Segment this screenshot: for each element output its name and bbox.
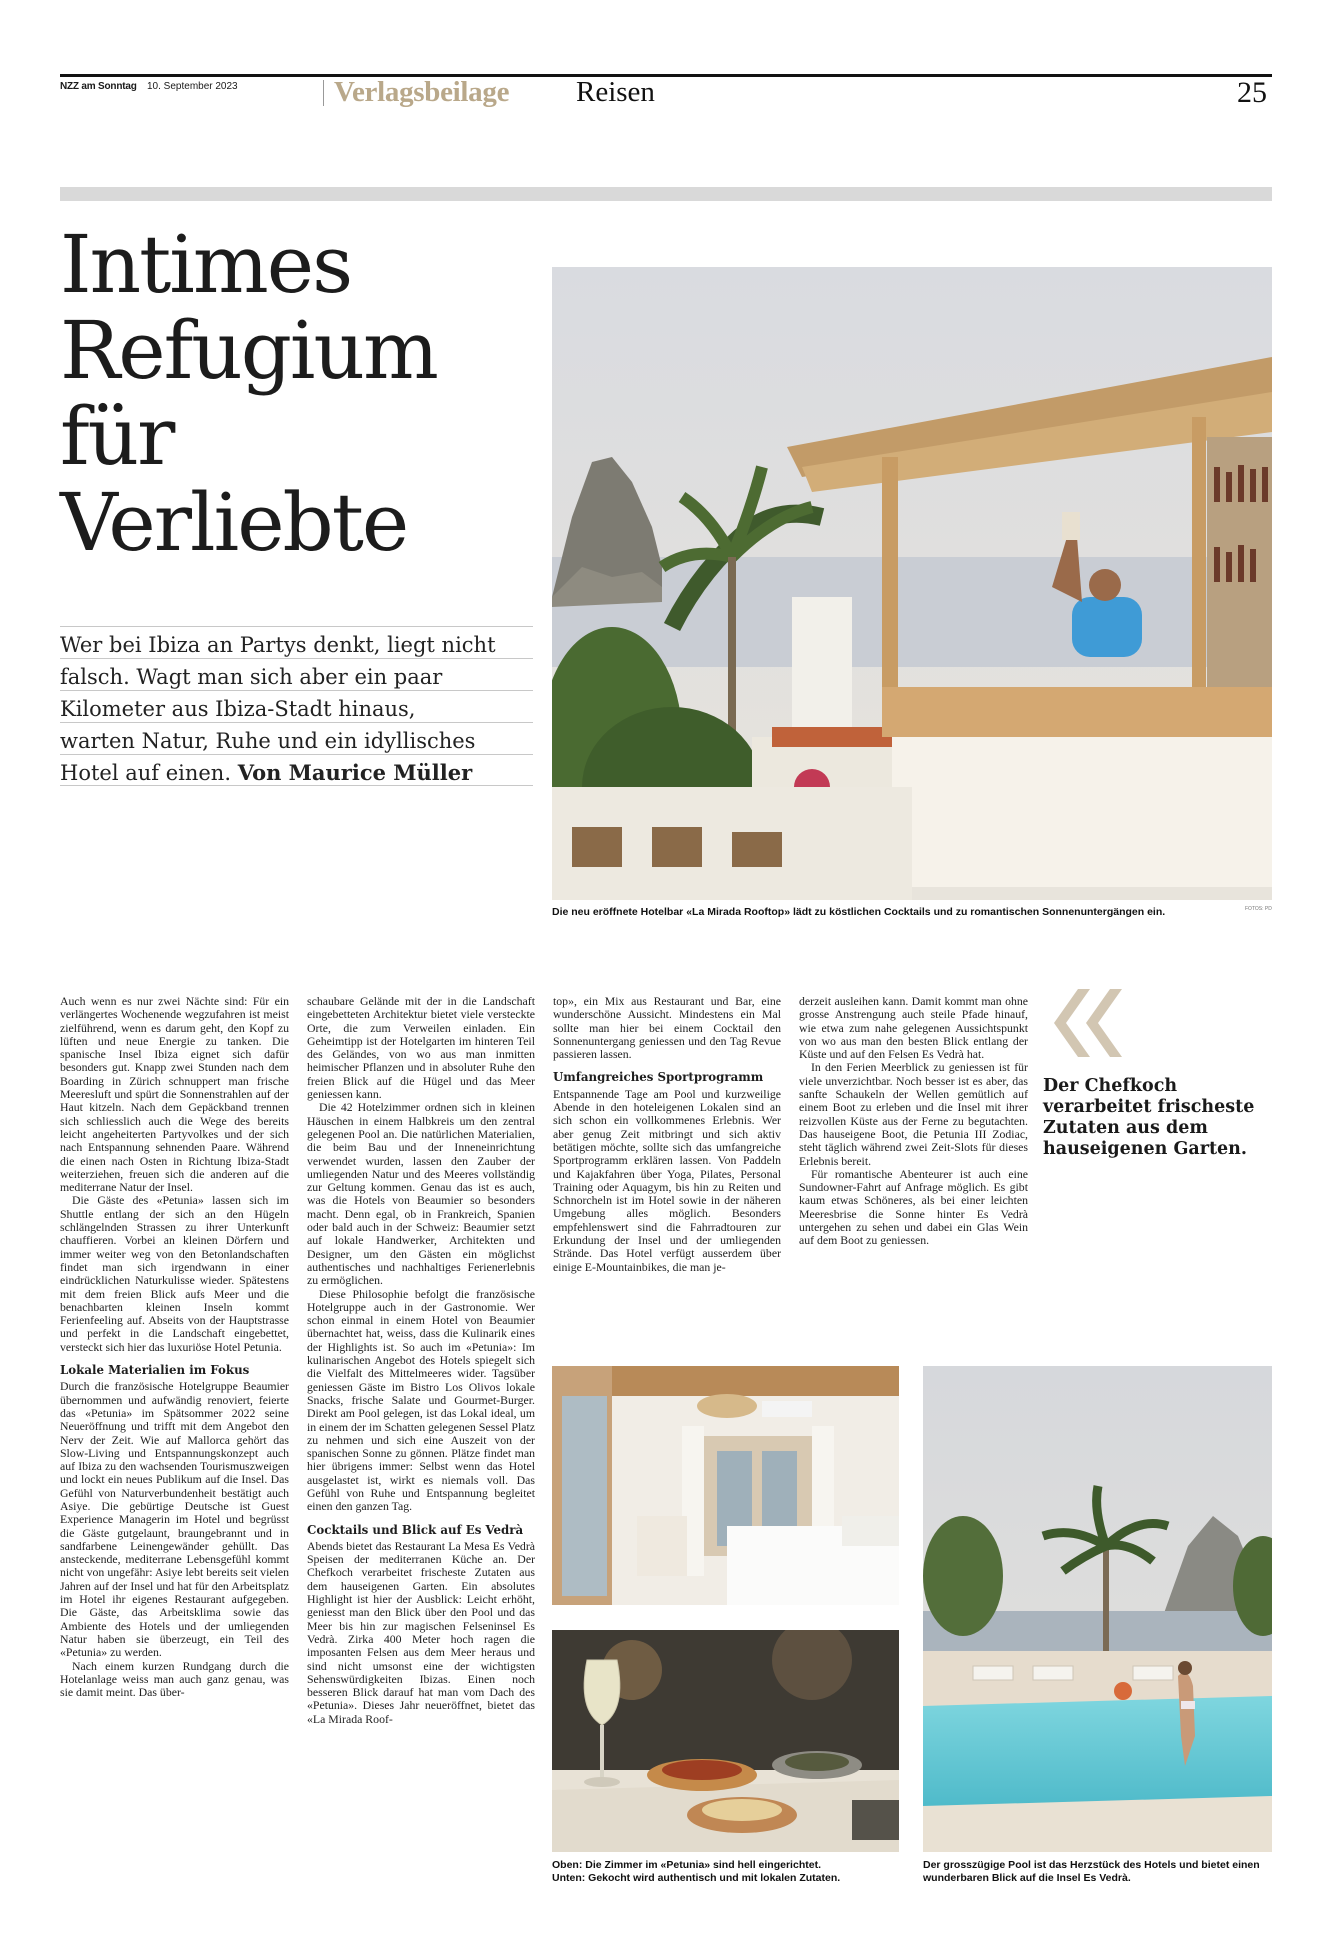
newspaper-name: NZZ am Sonntag xyxy=(60,81,137,92)
headline-line: für xyxy=(60,390,174,483)
article-column-2 xyxy=(307,995,535,1726)
paragraph: Nach einem kurzen Rundgang durch die Hotelanlage weiss man auch ganz genau, was sie damit meint. Das über- xyxy=(60,1658,289,1700)
pull-quote: Der Chefkoch verarbeitet frischeste Zutaten aus dem hauseigenen Garten. xyxy=(1043,1076,1255,1159)
section-supplement-label: Verlagsbeilage xyxy=(334,76,510,108)
paragraph: Durch die französische Hotelgruppe Beaumier übernommen und aufwändig renoviert, feierte das «Petunia» im Spätsommer 2022 seine Neueröffnung und trifft mit dem Angebot den Nerv der Zeit. Wie auf Mallorca gehört das Slow-Living und Entspannungskonzept auch auf Ibiza zu den wachsenden Tourismuszweigen und lockt ein neues Publikum auf die Insel. Das Gefühl von Naturverbundenheit bestätigt auch Asiye. Die gebürtige Deutsche ist Guest Experience Managerin im Hotel und begrüsst die Gäste gutgelaunt, braungebrannt und in sandfarbene Leinengewänder gehüllt. Das ansteckende, mediterrane Lebensgefühl kommt nicht von ungefähr: Asiye lebt bereits seit vielen Jahren auf der Insel und hat für den Arbeitsplatz im Hotel ihr eigenes Restaurant aufgegeben. Die Gäste, das Arbeitsklima sowie das Ambiente des Hotels und der umliegenden Natur haben sie überzeugt, ein Teil des «Petunia» zu werden. xyxy=(60,1379,289,1660)
paragraph: Auch wenn es nur zwei Nächte sind: Für ein verlängertes Wochenende wegzufahren ist meist zielführend, wenn es darum geht, den Kopf zu lüften und neue Energie zu tanken. Die spanische Insel Ibiza eignet sich dafür besonders gut. Knapp zwei Stunden nach dem Boarding in Zürich schnuppert man frische Meeresluft und spürt die Sonnenstrahlen auf der Haut kitzeln. Nach dem Gepäckband trennen sich schliesslich auch die Wege des bereits leicht angeheiterten Partyvolkes und der sich nach Entspannung sehnenden Paare. Während die einen nach Osten in Richtung Ibiza-Stadt weiterziehen, freuen sich die anderen auf die mediterrane Natur der Insel. xyxy=(60,994,289,1195)
paragraph: Für romantische Abenteurer ist auch eine Sundowner-Fahrt auf Anfrage möglich. Es gibt kaum etwas Schöneres, als bei einer leichten Meeresbrise die Sonne hinter Es Vedrà untergehen zu sehen und dabei ein Glas Wein auf dem Boot zu geniessen. xyxy=(799,1166,1028,1248)
pool-caption: Der grosszügige Pool ist das Herzstück des Hotels und bietet einen wunderbaren Blick auf die Insel Es Vedrà. xyxy=(923,1859,1260,1884)
lead-line-final xyxy=(60,754,533,786)
section-topic-label: Reisen xyxy=(576,76,655,108)
headline-line: Refugium xyxy=(60,304,437,397)
paragraph: schaubare Gelände mit der in die Landschaft eingebetteten Architektur bietet viele versteckte Orte, die zum Verweilen einladen. Ein Geheimtipp ist der Hotelgarten im hinteren Teil des Geländes, von wo aus man inmitten heimischer Pflanzen und in absoluter Ruhe den freien Blick auf die Hügel und das Meer geniessen kann. xyxy=(307,994,535,1102)
subheading: Umfangreiches Sportprogramm xyxy=(553,1070,764,1085)
main-photo-caption: Die neu eröffnete Hotelbar «La Mirada Rooftop» lädt zu köstlichen Cocktails und zu romantischen Sonnenuntergängen ein. xyxy=(552,906,1166,918)
article-column-3 xyxy=(553,995,781,1274)
byline: Von Maurice Müller xyxy=(237,760,473,785)
lead-line: Wer bei Ibiza an Partys denkt, liegt nicht xyxy=(60,626,533,658)
paragraph: Abends bietet das Restaurant La Mesa Es Vedrà Speisen der mediterranen Küche an. Der Chefkoch verarbeitet frischeste Zutaten aus dem hauseigenen Garten. Ein absolutes Highlight ist hier der Ausblick: Leicht erhöht, geniesst man den Blick über den Pool und das Meer bis hin zur magischen Felseninsel Es Vedrà. Zirka 400 Meter hoch ragen die imposanten Felsen aus dem Meer heraus und sind nicht umsonst eine der wichtigsten Sehenswürdigkeiten Ibizas. Einen noch besseren Blick darauf hat man vom Dach des «Petunia». Dieses Jahr neueröffnet, bietet das «La Mirada Roof- xyxy=(307,1538,535,1726)
subheading: Lokale Materialien im Fokus xyxy=(60,1363,250,1378)
article-headline xyxy=(60,218,560,569)
paragraph: top», ein Mix aus Restaurant und Bar, eine wunderschöne Aussicht. Mindestens ein Mal sollte man hier bei einem Cocktail den Sonnenuntergang geniessen und den Tag Revue passieren lassen. xyxy=(553,994,781,1062)
lead-line: falsch. Wagt man sich aber ein paar xyxy=(60,658,533,690)
paragraph: Diese Philosophie befolgt die französische Hotelgruppe auch in der Gastronomie. Wer schon einmal in einem Hotel von Beaumier übernachtet hat, weiss, dass die Kulinarik eines der Highlights ist. So auch im «Petunia»: Im kulinarischen Angebot des Hotels spiegelt sich die Vielfalt des Mittelmeeres wider. Tagsüber geniessen Gäste im Bistro Los Olivos lokale Snacks, frische Salate und Gourmet-Burger. Direkt am Pool gelegen, ist das Lokal ideal, um in einem der im Schatten gelegenen Sessel Platz zu nehmen und sich eine Auszeit von der spanischen Sonne zu gönnen. Plätze findet man hier übrigens immer: Selbst wenn das Hotel ausgelastet ist, wirkt es niemals voll. Das Gefühl von Ruhe und Entspannung begleitet einen den ganzen Tag. xyxy=(307,1286,535,1514)
article-column-4 xyxy=(799,995,1028,1248)
headline-line: Verliebte xyxy=(60,476,408,569)
paragraph: derzeit ausleihen kann. Damit kommt man ohne grosse Anstrengung auch steile Pfade hinauf, wie etwa zum nahe gelegenen Aussichtspunkt von wo aus man den besten Blick entlang der Küste und auf den Felsen Es Vedrà hat. xyxy=(799,994,1028,1062)
masthead-rule xyxy=(60,74,1272,77)
lead-text-end: Hotel auf einen. xyxy=(60,761,232,785)
dining-photo xyxy=(552,1630,899,1852)
page-number: 25 xyxy=(1237,76,1267,109)
paragraph: Die 42 Hotelzimmer ordnen sich in kleinen Häuschen in einem Halbkreis um den zentral gelegenen Pool an. Die natürlichen Materialien, die beim Bau und der Inneneinrichtung verwendet wurden, lassen den Zauber der umliegenden Natur und des Meeres vollständig zur Geltung kommen. Genau das ist es auch, was die Hotels von Beaumier so besonders macht. Denn egal, ob in Frankreich, Spanien oder bald auch in der Schweiz: Beaumier setzt auf lokale Handwerker, Architekten und Designer, um den Gästen ein möglichst authentisches und nachhaltiges Ferienerlebnis zu ermöglichen. xyxy=(307,1100,535,1288)
lead-line: warten Natur, Ruhe und ein idyllisches xyxy=(60,722,533,754)
masthead-divider xyxy=(323,80,324,106)
lead-line: Kilometer aus Ibiza-Stadt hinaus, xyxy=(60,690,533,722)
paragraph: Die Gäste des «Petunia» lassen sich im Shuttle entlang der sich an den Hügeln schlängelnden Strassen zu ihrer Unterkunft chauffieren. Vorbei an kleinen Dörfern und immer weiter weg von den Betonlandschaften findet man sich irgendwann in einer eindrücklichen Naturkulisse wieder. Spätestens mit dem freien Blick aufs Meer und die benachbarten kleinen Inseln kommt Ferienfeeling auf. Abseits von der Hauptstrasse und perfekt in die Landschaft eingebettet, versteckt sich hier das luxuriöse Hotel Petunia. xyxy=(60,1193,289,1354)
caption-line-rooms: Oben: Die Zimmer im «Petunia» sind hell eingerichtet. xyxy=(552,1859,821,1871)
rooms-dining-caption xyxy=(552,1859,912,1885)
headline-line: Intimes xyxy=(60,218,352,311)
photo-credit: FOTOS: PD xyxy=(1245,906,1272,912)
rooftop-bar-photo xyxy=(552,267,1272,900)
issue-date: 10. September 2023 xyxy=(147,81,238,92)
hotel-room-photo xyxy=(552,1366,899,1605)
article-lead xyxy=(60,626,533,786)
pool-photo xyxy=(923,1366,1272,1852)
header-band xyxy=(60,187,1272,201)
article-column-1 xyxy=(60,995,289,1699)
paragraph: Entspannende Tage am Pool und kurzweilige Abende in den hoteleigenen Lokalen sind an sich schon ein vollkommenes Erlebnis. Wer aber genug Zeit mitbringt und sich aktiv betätigen möchte, sollte sich das umfangreiche Sportprogramm erklären lassen. Von Paddeln und Kajakfahren über Yoga, Pilates, Personal Training oder Aquagym, bis hin zu Reiten und Schnorcheln ist im Hotel sowie in der näheren Umgebung alles möglich. Besonders empfehlenswert sind die Fahrradtouren zur Erkundung der Insel und der umliegenden Strände. Das Hotel verfügt ausserdem über einige E-Mountainbikes, die man je- xyxy=(553,1086,781,1274)
subheading: Cocktails und Blick auf Es Vedrà xyxy=(307,1522,524,1537)
caption-line-dining: Unten: Gekocht wird authentisch und mit lokalen Zutaten. xyxy=(552,1872,841,1884)
paragraph: In den Ferien Meerblick zu geniessen ist für viele unverzichtbar. Noch besser ist es aber, das sanfte Schaukeln der Wellen gemütlich auf einem Boot zu erleben und die Insel mit ihrer reizvollen Küste aus der Ferne zu begutachten. Das hauseigene Boot, die Petunia III Zodiac, steht täglich während zwei Zeit-Slots für dieses Erlebnis bereit. xyxy=(799,1060,1028,1168)
quote-mark-icon xyxy=(1040,987,1124,1064)
